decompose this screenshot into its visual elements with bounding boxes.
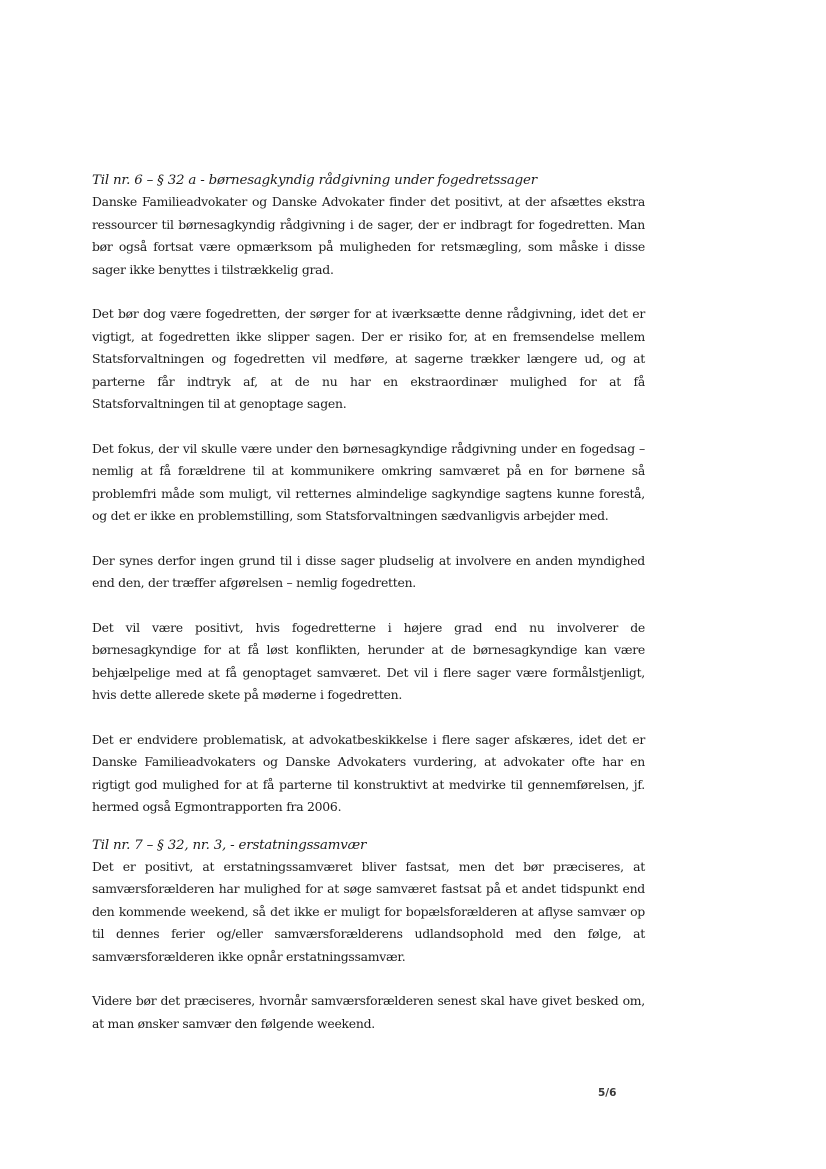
paragraph: Det bør dog være fogedretten, der sørger for at iværksætte denne rådgivning, idet det er vigtigt, at fogedretten ikke slipper sagen. Der er risiko for, at en fremsendelse mellem Statsforvaltningen og fogedretten vil medføre, at sagerne trækker længere ud, og at parterne får indtryk af, at de nu har en ekstraordinær mulighed for at få Statsforvaltningen til at genoptage sagen. [92, 306, 645, 411]
paragraph: Der synes derfor ingen grund til i disse sager pludselig at involvere en anden myndighed end den, der træffer afgørelsen – nemlig fogedretten. [92, 552, 645, 590]
section-heading: Til nr. 7 – § 32, nr. 3, - erstatningssamvær [92, 837, 367, 853]
paragraph: Det vil være positivt, hvis fogedretterne i højere grad end nu involverer de børnesagkyndige for at få løst konflikten, herunder at de børnesagkyndige kan være behjælpelige med at få genoptaget samværet. Det vil i flere sager være formålstjenligt, hvis dette allerede skete på møderne i fogedretten. [92, 619, 645, 702]
document-body [92, 170, 645, 1035]
paragraph: Det er endvidere problematisk, at advokatbeskikkelse i flere sager afskæres, idet det er Danske Familieadvokaters og Danske Advokaters vurdering, at advokater ofte har en rigtigt god mulighed for at få parterne til konstruktivt at medvirke til gennemførelsen, jf. hermed også Egmontrapporten fra 2006. [92, 731, 645, 814]
paragraph: Videre bør det præciseres, hvornår samværsforælderen senest skal have givet besked om, at man ønsker samvær den følgende weekend. [92, 993, 645, 1031]
paragraph: Det fokus, der vil skulle være under den børnesagkyndige rådgivning under en fogedsag – nemlig at få forældrene til at kommunikere omkring samværet på en for børnene så problemfri måde som muligt, vil retternes almindelige sagkyndige sagtens kunne forestå, og det er ikke en problemstilling, som Statsforvaltningen sædvanligvis arbejder med. [92, 440, 645, 523]
section-heading: Til nr. 6 – § 32 a - børnesagkyndig rådgivning under fogedretssager [92, 173, 537, 188]
paragraph: Det er positivt, at erstatningssamværet bliver fastsat, men det bør præciseres, at samværsforælderen har mulighed for at søge samværet fastsat på et andet tidspunkt end den kommende weekend, så det ikke er muligt for bopælsforælderen at aflyse samvær op til dennes ferier og/eller samværsforælderens udlandsophold med den følge, at samværsforælderen ikke opnår erstatningssamvær. [92, 858, 645, 964]
page-number: 5/6 [598, 1087, 617, 1099]
paragraph: Danske Familieadvokater og Danske Advokater finder det positivt, at der afsættes ekstra ressourcer til børnesagkyndig rådgivning i de sager, der er indbragt for fogedretten. Man bør også fortsat være opmærksom på muligheden for retsmægling, som måske i disse sager ikke benyttes i tilstrækkelig grad. [92, 194, 645, 277]
